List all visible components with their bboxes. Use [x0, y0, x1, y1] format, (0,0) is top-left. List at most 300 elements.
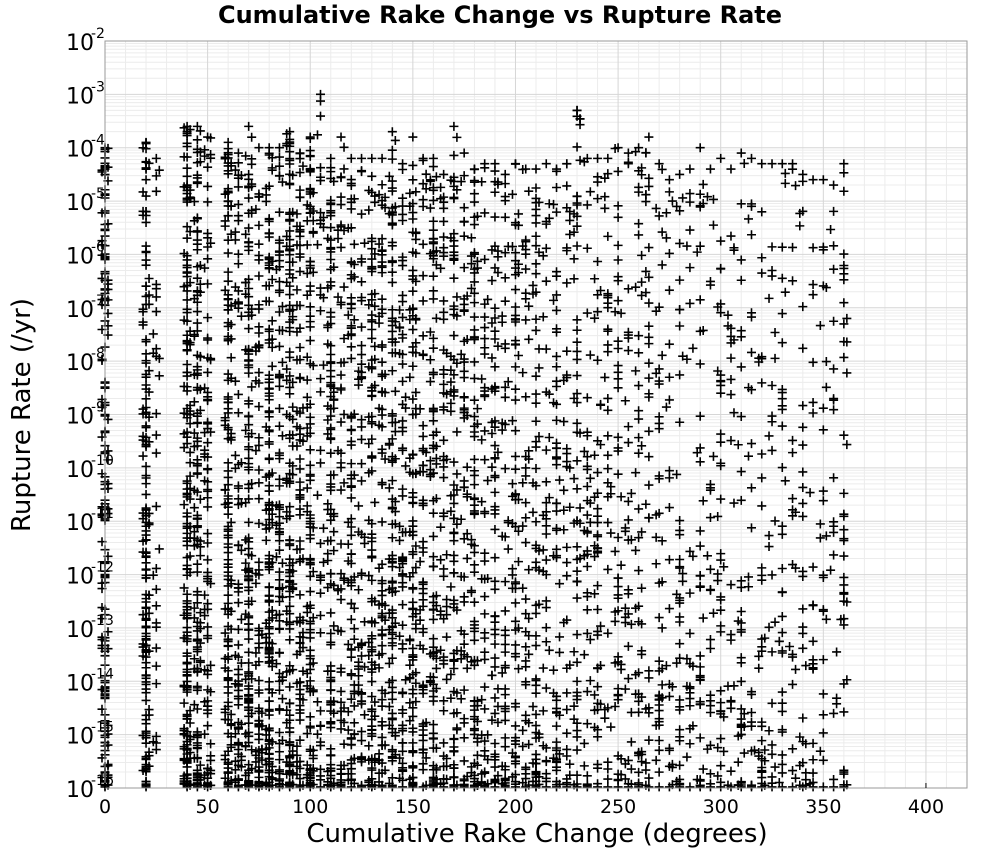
data-point — [778, 750, 787, 759]
data-point — [542, 477, 551, 486]
data-point — [295, 478, 304, 487]
data-point — [265, 454, 274, 463]
data-point — [573, 371, 582, 380]
data-point — [809, 409, 818, 418]
data-point — [614, 691, 623, 700]
data-point — [562, 347, 571, 356]
data-point — [316, 782, 325, 791]
y-tick-label — [66, 293, 105, 323]
data-point — [778, 646, 787, 655]
data-point — [511, 598, 520, 607]
data-point — [152, 502, 161, 511]
data-point — [614, 296, 623, 305]
y-tick-base: 10 — [66, 351, 94, 377]
data-point — [203, 529, 212, 538]
data-point — [562, 159, 571, 168]
data-point — [542, 684, 551, 693]
data-point — [501, 179, 510, 188]
data-point — [244, 324, 253, 333]
data-point — [449, 746, 458, 755]
data-point — [583, 562, 592, 571]
data-point — [644, 333, 653, 342]
data-point — [716, 686, 725, 695]
data-point — [306, 336, 315, 345]
data-point — [490, 509, 499, 518]
data-point — [275, 404, 284, 413]
data-point — [190, 503, 199, 512]
data-point — [313, 240, 322, 249]
data-point — [326, 751, 335, 760]
data-point — [357, 154, 366, 163]
data-point — [559, 486, 568, 495]
data-point — [480, 592, 489, 601]
data-point — [142, 479, 151, 488]
data-point — [603, 758, 612, 767]
data-point — [665, 555, 674, 564]
data-point — [244, 122, 253, 131]
data-point — [829, 517, 838, 526]
data-point — [600, 373, 609, 382]
data-point — [398, 782, 407, 791]
data-point — [685, 782, 694, 791]
data-point — [419, 432, 428, 441]
data-point — [778, 274, 787, 283]
data-point — [460, 756, 469, 765]
data-point — [149, 329, 158, 338]
data-point — [275, 568, 284, 577]
data-point — [244, 620, 253, 629]
data-point — [603, 565, 612, 574]
data-point — [603, 464, 612, 473]
data-point — [573, 347, 582, 356]
data-point — [716, 264, 725, 273]
data-point — [757, 269, 766, 278]
data-point — [627, 489, 636, 498]
y-tick-base: 10 — [66, 84, 94, 110]
data-point — [429, 154, 438, 163]
data-point — [593, 257, 602, 266]
data-point — [398, 600, 407, 609]
data-point — [244, 454, 253, 463]
data-point — [521, 315, 530, 324]
data-point — [295, 343, 304, 352]
y-tick-base: 10 — [66, 244, 94, 270]
data-point — [685, 189, 694, 198]
data-point — [757, 207, 766, 216]
data-point — [819, 496, 828, 505]
data-point — [340, 164, 349, 173]
data-point — [696, 143, 705, 152]
data-point — [765, 726, 774, 735]
data-point — [747, 523, 756, 532]
data-point — [829, 364, 838, 373]
data-point — [829, 241, 838, 250]
data-point — [142, 490, 151, 499]
data-point — [142, 175, 151, 184]
data-point — [501, 213, 510, 222]
data-point — [316, 721, 325, 730]
data-point — [552, 722, 561, 731]
data-point — [460, 597, 469, 606]
data-point — [716, 389, 725, 398]
data-point — [224, 591, 233, 600]
data-point — [337, 418, 346, 427]
data-point — [501, 631, 510, 640]
y-tick-exponent: -10 — [91, 452, 114, 469]
data-point — [470, 189, 479, 198]
data-point — [726, 704, 735, 713]
data-point — [234, 700, 243, 709]
data-point — [398, 446, 407, 455]
data-point — [337, 133, 346, 142]
y-tick-label — [66, 346, 105, 376]
data-point — [542, 345, 551, 354]
data-point — [706, 644, 715, 653]
data-point — [839, 768, 848, 777]
data-point — [655, 613, 664, 622]
y-tick-exponent: -14 — [91, 666, 114, 683]
data-point — [306, 712, 315, 721]
data-point — [798, 170, 807, 179]
data-point — [675, 418, 684, 427]
data-point — [524, 740, 533, 749]
data-point — [183, 295, 192, 304]
data-point — [152, 662, 161, 671]
data-point — [340, 283, 349, 292]
data-point — [337, 172, 346, 181]
data-point — [490, 188, 499, 197]
data-point — [565, 760, 574, 769]
data-point — [709, 452, 718, 461]
data-point — [675, 276, 684, 285]
data-point — [809, 769, 818, 778]
data-point — [778, 243, 787, 252]
data-point — [501, 273, 510, 282]
data-point — [501, 640, 510, 649]
data-point — [203, 555, 212, 564]
data-point — [480, 746, 489, 755]
data-point — [614, 433, 623, 442]
data-point — [234, 182, 243, 191]
data-point — [562, 449, 571, 458]
data-point — [460, 718, 469, 727]
data-point — [665, 373, 674, 382]
data-point — [737, 467, 746, 476]
data-point — [265, 440, 274, 449]
data-point — [449, 734, 458, 743]
data-point — [337, 385, 346, 394]
data-point — [768, 272, 777, 281]
data-point — [603, 303, 612, 312]
data-point — [408, 133, 417, 142]
data-point — [480, 609, 489, 618]
data-point — [470, 198, 479, 207]
data-point — [354, 681, 363, 690]
data-point — [231, 235, 240, 244]
y-tick-label — [66, 133, 105, 163]
data-point — [614, 167, 623, 176]
data-point — [388, 127, 397, 136]
y-tick-exponent: -11 — [91, 506, 114, 523]
data-point — [378, 295, 387, 304]
x-tick-label: 150 — [394, 796, 431, 818]
data-point — [306, 470, 315, 479]
data-point — [757, 501, 766, 510]
data-point — [778, 699, 787, 708]
data-point — [603, 406, 612, 415]
x-tick-label: 400 — [907, 796, 945, 818]
data-point — [518, 584, 527, 593]
data-point — [655, 706, 664, 715]
data-point — [624, 497, 633, 506]
data-point — [788, 782, 797, 791]
data-point — [662, 233, 671, 242]
data-point — [562, 181, 571, 190]
data-point — [685, 198, 694, 207]
data-point — [634, 433, 643, 442]
data-point — [809, 600, 818, 609]
data-point — [278, 694, 287, 703]
data-point — [716, 698, 725, 707]
data-point — [429, 286, 438, 295]
data-point — [347, 493, 356, 502]
data-point — [829, 396, 838, 405]
data-point — [532, 417, 541, 426]
data-point — [696, 457, 705, 466]
data-point — [203, 313, 212, 322]
y-tick-base: 10 — [66, 457, 94, 483]
data-point — [532, 464, 541, 473]
data-point — [644, 243, 653, 252]
data-point — [603, 325, 612, 334]
data-point — [829, 405, 838, 414]
data-point — [152, 280, 161, 289]
data-point — [408, 266, 417, 275]
data-point — [183, 164, 192, 173]
data-point — [429, 562, 438, 571]
y-tick-exponent: -7 — [91, 292, 105, 309]
data-point — [744, 452, 753, 461]
chart-title: Cumulative Rake Change vs Rupture Rate — [217, 1, 783, 29]
data-point — [449, 657, 458, 666]
data-point — [203, 334, 212, 343]
data-point — [419, 543, 428, 552]
data-point — [367, 392, 376, 401]
data-point — [367, 172, 376, 181]
data-point — [562, 729, 571, 738]
data-point — [716, 154, 725, 163]
data-point — [490, 213, 499, 222]
data-point — [634, 183, 643, 192]
data-point — [152, 431, 161, 440]
data-point — [326, 608, 335, 617]
data-point — [501, 606, 510, 615]
data-point — [839, 298, 848, 307]
data-point — [401, 461, 410, 470]
data-point — [788, 448, 797, 457]
data-point — [480, 159, 489, 168]
data-point — [726, 580, 735, 589]
data-point — [726, 232, 735, 241]
data-point — [439, 473, 448, 482]
data-point — [644, 133, 653, 142]
data-point — [791, 181, 800, 190]
data-point — [224, 404, 233, 413]
data-point — [429, 294, 438, 303]
data-point — [826, 225, 835, 234]
y-tick-base: 10 — [66, 617, 94, 643]
data-point — [367, 546, 376, 555]
data-point — [839, 552, 848, 561]
data-point — [244, 518, 253, 527]
data-point — [634, 331, 643, 340]
data-point — [573, 484, 582, 493]
data-point — [429, 226, 438, 235]
data-point — [600, 192, 609, 201]
data-point — [819, 710, 828, 719]
data-point — [398, 571, 407, 580]
data-point — [511, 340, 520, 349]
data-point — [819, 487, 828, 496]
data-point — [193, 236, 202, 245]
data-point — [798, 512, 807, 521]
data-point — [439, 296, 448, 305]
data-point — [675, 725, 684, 734]
data-point — [224, 138, 233, 147]
data-point — [490, 612, 499, 621]
data-point — [316, 706, 325, 715]
data-point — [316, 446, 325, 455]
data-point — [501, 464, 510, 473]
data-point — [152, 154, 161, 163]
data-point — [224, 392, 233, 401]
data-point — [193, 560, 202, 569]
data-point — [809, 663, 818, 672]
data-point — [295, 716, 304, 725]
data-point — [470, 220, 479, 229]
data-point — [747, 439, 756, 448]
data-point — [716, 734, 725, 743]
data-point — [532, 674, 541, 683]
data-point — [765, 431, 774, 440]
data-point — [408, 175, 417, 184]
data-point — [603, 347, 612, 356]
data-point — [275, 624, 284, 633]
data-point — [726, 436, 735, 445]
data-point — [614, 272, 623, 281]
data-point — [367, 311, 376, 320]
data-point — [439, 217, 448, 226]
data-point — [470, 598, 479, 607]
data-point — [224, 458, 233, 467]
data-point — [470, 357, 479, 366]
data-point — [768, 417, 777, 426]
data-point — [768, 699, 777, 708]
data-point — [798, 401, 807, 410]
data-point — [275, 153, 284, 162]
y-tick-base: 10 — [66, 297, 94, 323]
data-point — [511, 396, 520, 405]
data-point — [768, 772, 777, 781]
data-point — [234, 390, 243, 399]
data-point — [367, 325, 376, 334]
data-point — [565, 230, 574, 239]
y-tick-base: 10 — [66, 778, 94, 803]
data-point — [562, 571, 571, 580]
data-point — [401, 675, 410, 684]
data-point — [685, 299, 694, 308]
data-point — [378, 586, 387, 595]
data-point — [675, 612, 684, 621]
data-point — [193, 307, 202, 316]
y-tick-exponent: -9 — [91, 399, 105, 416]
data-point — [788, 243, 797, 252]
data-point — [313, 491, 322, 500]
data-point — [593, 605, 602, 614]
data-point — [419, 195, 428, 204]
data-point — [778, 612, 787, 621]
data-point — [573, 456, 582, 465]
data-point — [457, 694, 466, 703]
data-point — [439, 706, 448, 715]
data-point — [490, 304, 499, 313]
data-point — [809, 358, 818, 367]
data-point — [388, 256, 397, 265]
data-point — [573, 355, 582, 364]
data-point — [778, 394, 787, 403]
data-point — [778, 564, 787, 573]
data-point — [203, 464, 212, 473]
data-point — [798, 467, 807, 476]
data-point — [614, 213, 623, 222]
data-point — [460, 232, 469, 241]
data-point — [532, 326, 541, 335]
data-point — [501, 170, 510, 179]
data-point — [265, 384, 274, 393]
y-tick-exponent: -12 — [91, 559, 114, 576]
data-point — [583, 200, 592, 209]
data-point — [726, 767, 735, 776]
data-point — [634, 219, 643, 228]
data-point — [347, 342, 356, 351]
data-point — [655, 768, 664, 777]
data-point — [254, 240, 263, 249]
data-point — [644, 299, 653, 308]
data-point — [439, 564, 448, 573]
data-point — [378, 154, 387, 163]
data-point — [306, 554, 315, 563]
data-point — [388, 219, 397, 228]
data-point — [757, 159, 766, 168]
data-point — [398, 291, 407, 300]
data-point — [586, 474, 595, 483]
data-point — [152, 449, 161, 458]
data-point — [696, 662, 705, 671]
data-point — [463, 554, 472, 563]
data-point — [552, 352, 561, 361]
data-point — [614, 241, 623, 250]
data-point — [480, 634, 489, 643]
data-point — [490, 763, 499, 772]
data-point — [573, 577, 582, 586]
data-point — [142, 282, 151, 291]
data-point — [306, 587, 315, 596]
data-point — [573, 315, 582, 324]
data-point — [521, 538, 530, 547]
data-point — [378, 180, 387, 189]
data-point — [203, 254, 212, 263]
data-point — [706, 165, 715, 174]
